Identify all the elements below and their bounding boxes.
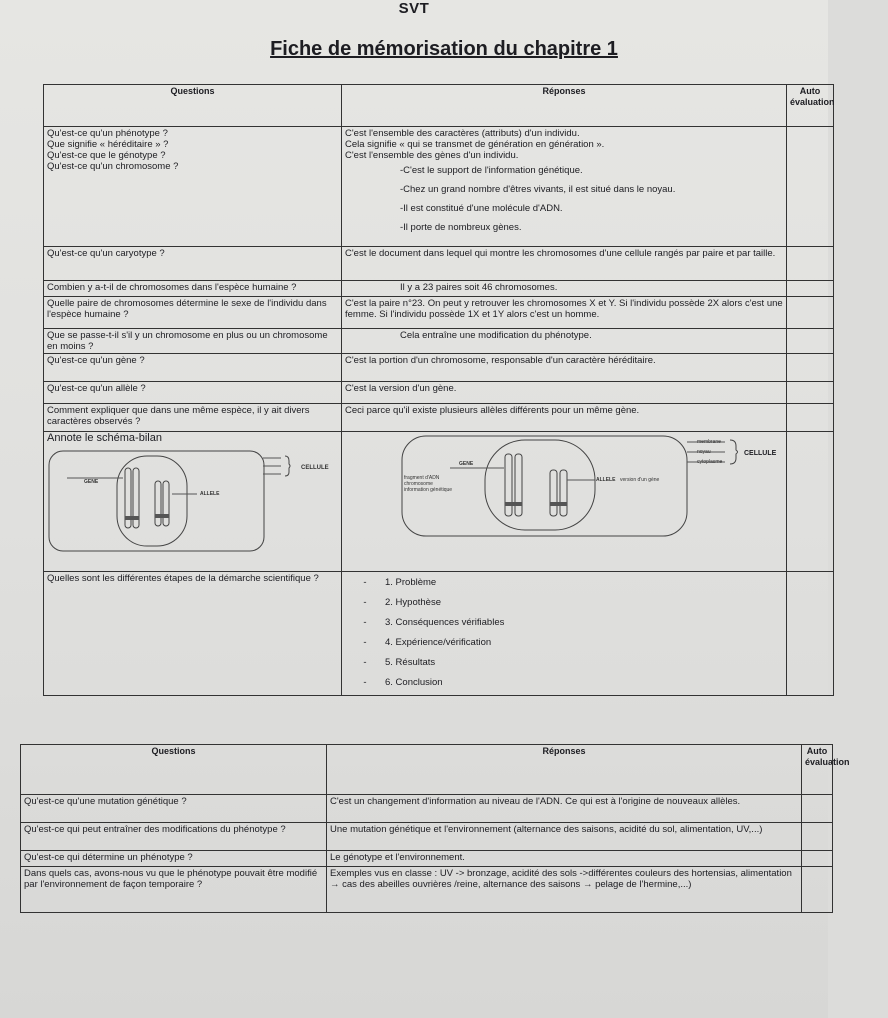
question-cell: Qu'est-ce qu'un caryotype ? [44, 247, 342, 281]
auto-eval-cell[interactable] [802, 823, 833, 851]
question-cell: Qu'est-ce qui peut entraîner des modifications du phénotype ? [21, 823, 327, 851]
schema-cell-left: Annote le schéma-bilan CELLULE GENE ALLELE [44, 432, 342, 572]
header-auto-evaluation: Auto évaluation [787, 85, 834, 127]
question-cell: Qu'est-ce qu'une mutation génétique ? [21, 795, 327, 823]
auto-eval-cell[interactable] [787, 247, 834, 281]
answer-cell: Cela entraîne une modification du phénotype. [342, 329, 787, 354]
header-answers: Réponses [342, 85, 787, 127]
auto-eval-cell[interactable] [802, 795, 833, 823]
answer-cell: C'est l'ensemble des caractères (attributs) d'un individu. Cela signifie « qui se transmet de génération en génération ». C'est l'ensemble des gènes d'un individu. -C'est le support de l'information génétique. -Chez un grand nombre d'êtres vivants, il est situé dans le noyau. -Il est constitué d'une molécule d'ADN. -Il porte de nombreux gènes. [342, 127, 787, 247]
answer-cell: - 1. Problème - 2. Hypothèse - 3. Conséquences vérifiables - 4. Expérience/vérification - 5. Résultats - 6. Conclusion [342, 572, 787, 696]
question-cell: Qu'est-ce qu'un gène ? [44, 354, 342, 382]
auto-eval-cell[interactable] [787, 281, 834, 297]
cell-diagram-right [400, 432, 800, 542]
answer-cell: Il y a 23 paires soit 46 chromosomes. [342, 281, 787, 297]
auto-eval-cell[interactable] [802, 867, 833, 913]
question-cell: Qu'est-ce qu'un phénotype ? Que signifie « héréditaire » ? Qu'est-ce que le génotype ? Qu'est-ce qu'un chromosome ? [44, 127, 342, 247]
cell-diagram-left [47, 446, 292, 556]
auto-eval-cell[interactable] [787, 382, 834, 404]
answer-cell: C'est la paire n°23. On peut y retrouver les chromosomes X et Y. Si l'individu possède 2X alors c'est une femme. Si l'individu possède 1X et 1Y alors c'est un homme. [342, 297, 787, 329]
header-questions: Questions [21, 745, 327, 795]
question-cell: Combien y a-t-il de chromosomes dans l'espèce humaine ? [44, 281, 342, 297]
question-cell: Que se passe-t-il s'il y un chromosome en plus ou un chromosome en moins ? [44, 329, 342, 354]
answer-cell: Ceci parce qu'il existe plusieurs allèles différents pour un même gène. [342, 404, 787, 432]
auto-eval-cell[interactable] [787, 354, 834, 382]
answer-cell: C'est la version d'un gène. [342, 382, 787, 404]
answer-cell: C'est la portion d'un chromosome, responsable d'un caractère héréditaire. [342, 354, 787, 382]
question-cell: Quelle paire de chromosomes détermine le sexe de l'individu dans l'espèce humaine ? [44, 297, 342, 329]
auto-eval-cell[interactable] [787, 329, 834, 354]
subject-heading: SVT [398, 0, 430, 17]
header-answers: Réponses [327, 745, 802, 795]
header-questions: Questions [44, 85, 342, 127]
auto-eval-cell[interactable] [787, 572, 834, 696]
question-cell: Comment expliquer que dans une même espèce, il y ait divers caractères observés ? [44, 404, 342, 432]
memorisation-table-1 [43, 84, 834, 696]
question-cell: Quelles sont les différentes étapes de la démarche scientifique ? [44, 572, 342, 696]
question-cell: Qu'est-ce qu'un allèle ? [44, 382, 342, 404]
auto-eval-cell[interactable] [787, 404, 834, 432]
answer-cell: C'est le document dans lequel qui montre les chromosomes d'une cellule rangés par paire et par taille. [342, 247, 787, 281]
question-cell: Qu'est-ce qui détermine un phénotype ? [21, 851, 327, 867]
schema-cell-right: membrane noyau cytoplasme CELLULE GENE ALLELE version d'un gène fragment d'ADN chromosome information génétique [342, 432, 787, 572]
auto-eval-cell[interactable] [787, 127, 834, 247]
auto-eval-cell[interactable] [787, 297, 834, 329]
answer-cell: Exemples vus en classe : UV -> bronzage, acidité des sols ->différentes couleurs des hortensias, alimentation → cas des abeilles ouvrières /reine, alternance des saisons → pelage de l'hermine,...) [327, 867, 802, 913]
answer-cell: Une mutation génétique et l'environnement (alternance des saisons, acidité du sol, alimentation, UV,...) [327, 823, 802, 851]
question-cell: Dans quels cas, avons-nous vu que le phénotype pouvait être modifié par l'environnement de façon temporaire ? [21, 867, 327, 913]
memorisation-table-2 [20, 744, 850, 913]
answer-cell: Le génotype et l'environnement. [327, 851, 802, 867]
auto-eval-cell[interactable] [802, 851, 833, 867]
answer-cell: C'est un changement d'information au niveau de l'ADN. Ce qui est à l'origine de nouveaux allèles. [327, 795, 802, 823]
page-title: Fiche de mémorisation du chapitre 1 [270, 38, 618, 60]
header-auto-evaluation: Auto évaluation [802, 745, 833, 795]
